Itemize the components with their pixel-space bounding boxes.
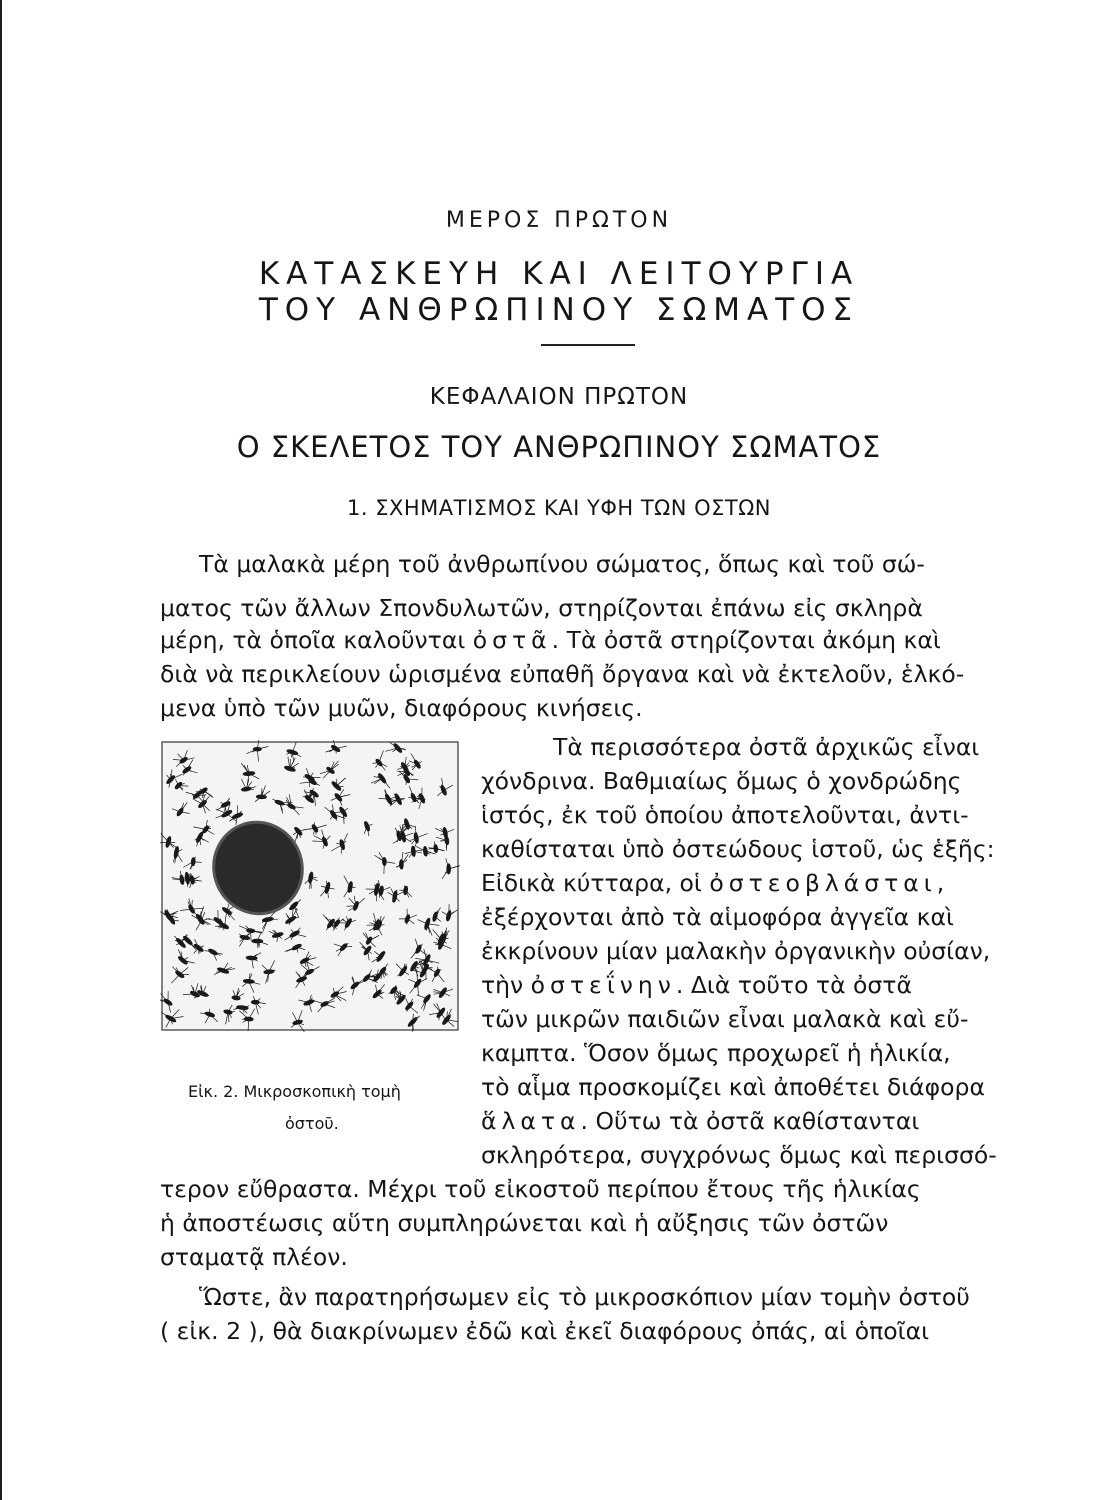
body-line: τὸ αἷμα προσκομίζει καὶ ἀποθέτει διάφορα [481, 1073, 985, 1101]
spaced-term: ὀστεοβλάσται, [709, 869, 950, 897]
section-title: 1. ΣΧΗΜΑΤΙΣΜΟΣ ΚΑΙ ΥΦΗ ΤΩΝ ΟΣΤΩΝ [347, 496, 771, 520]
body-line: ματος τῶν ἄλλων Σπονδυλωτῶν, στηρίζονται ἐπάνω εἰς σκληρὰ [160, 594, 923, 622]
body-line: ἡ ἀποστέωσις αὕτη συμπληρώνεται καὶ ἡ αὔξησις τῶν ὀστῶν [160, 1209, 889, 1237]
chapter-label: ΚΕΦΑΛΑΙΟΝ ΠΡΩΤΟΝ [429, 384, 689, 410]
body-line: Τὰ περισσότερα ὀστᾶ ἀρχικῶς εἶναι [553, 733, 980, 761]
body-line: μενα ὑπὸ τῶν μυῶν, διαφόρους κινήσεις. [160, 694, 643, 722]
chapter-title: Ο ΣΚΕΛΕΤΟΣ ΤΟΥ ΑΝΘΡΩΠΙΝΟΥ ΣΩΜΑΤΟΣ [236, 430, 882, 464]
figure-caption-line-1: Εἰκ. 2. Μικροσκοπικὴ τομὴ [188, 1082, 401, 1101]
body-line: ἐξέρχονται ἀπὸ τὰ αἱμοφόρα ἀγγεῖα καὶ [481, 903, 954, 931]
body-line: τερον εὔθραστα. Μέχρι τοῦ εἰκοστοῦ περίπου ἔτους τῆς ἡλικίας [160, 1175, 921, 1203]
body-line: Εἰδικὰ κύτταρα, οἱ ὀστεοβλάσται, [481, 869, 950, 897]
part-heading: ΜΕΡΟΣ ΠΡΩΤΟΝ [445, 208, 673, 233]
body-line: σταματᾷ πλέον. [160, 1243, 348, 1271]
body-line: Τὰ μαλακὰ μέρη τοῦ ἀνθρωπίνου σώματος, ὅπως καὶ τοῦ σώ- [199, 550, 925, 578]
body-line: μέρη, τὰ ὁποῖα καλοῦνται ὀστᾶ. Τὰ ὀστᾶ στηρίζονται ἀκόμη καὶ [160, 626, 941, 654]
body-line: ἐκκρίνουν μίαν μαλακὴν ὀργανικὴν οὐσίαν, [481, 937, 991, 965]
body-line: ἅλατα. Οὕτω τὰ ὀστᾶ καθίστανται [481, 1107, 920, 1135]
bone-micrograph-figure [160, 740, 460, 1032]
body-line: διὰ νὰ περικλείουν ὡρισμένα εὐπαθῆ ὄργανα καὶ νὰ ἐκτελοῦν, ἑλκό- [160, 660, 965, 688]
divider-rule [541, 344, 635, 346]
body-line: καθίσταται ὑπὸ ὀστεώδους ἱστοῦ, ὡς ἑξῆς: [481, 835, 995, 863]
body-line: σκληρότερα, συγχρόνως ὅμως καὶ περισσό- [481, 1141, 997, 1169]
spaced-term: ὀστεΐνην [530, 971, 676, 999]
figure-caption-line-2: ὀστοῦ. [285, 1114, 339, 1133]
spaced-term: ἅλατα [481, 1107, 581, 1135]
body-line: καμπτα. Ὅσον ὅμως προχωρεῖ ἡ ἡλικία, [481, 1039, 951, 1067]
body-line: ἱστός, ἐκ τοῦ ὁποίου ἀποτελοῦνται, ἀντι- [481, 801, 969, 829]
body-line: τῶν μικρῶν παιδιῶν εἶναι μαλακὰ καὶ εὔ- [481, 1005, 969, 1033]
body-line: ( εἰκ. 2 ), θὰ διακρίνωμεν ἐδῶ καὶ ἐκεῖ διαφόρους ὀπάς, αἱ ὁποῖαι [160, 1317, 930, 1345]
body-line: τὴν ὀστεΐνην. Διὰ τοῦτο τὰ ὀστᾶ [481, 971, 912, 999]
title-line-2: ΤΟΥ ΑΝΘΡΩΠΙΝΟΥ ΣΩΜΑΤΟΣ [258, 292, 860, 328]
title-line-1: ΚΑΤΑΣΚΕΥΗ ΚΑΙ ΛΕΙΤΟΥΡΓΙΑ [258, 256, 860, 292]
body-line: χόνδρινα. Βαθμιαίως ὅμως ὁ χονδρώδης [481, 767, 962, 795]
spaced-term: ὀστᾶ [472, 626, 552, 654]
body-line: Ὥστε, ἂν παρατηρήσωμεν εἰς τὸ μικροσκόπιον μίαν τομὴν ὀστοῦ [199, 1283, 970, 1311]
